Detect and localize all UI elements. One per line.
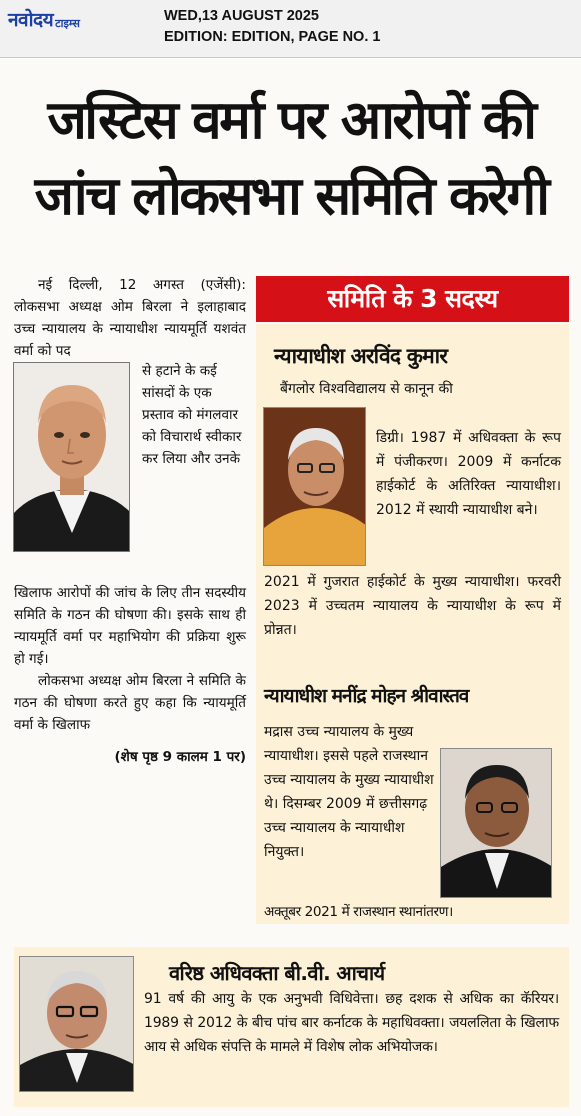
- committee-panel: [256, 324, 569, 924]
- newspaper-logo[interactable]: [8, 8, 80, 32]
- paragraph-2: लोकसभा अध्यक्ष ओम बिरला ने समिति के गठन की घोषणा करते हुए कहा कि न्यायमूर्ति वर्मा के खिलाफ: [14, 673, 246, 733]
- member-1-name: न्यायाधीश अरविंद कुमार: [274, 344, 448, 368]
- headline-line-2: जांच लोकसभा समिति करेगी: [34, 166, 548, 227]
- portrait-illustration: [14, 363, 130, 552]
- member-3-box: [14, 947, 569, 1107]
- member-1-bio-rest: 2021 में गुजरात हाईकोर्ट के मुख्य न्यायाधीश। फरवरी 2023 में उच्चतम न्यायालय के न्यायाधीश के रूप में प्रोन्नत।: [264, 574, 561, 638]
- member-1-bio-intro: बैंगलोर विश्वविद्यालय से कानून की: [280, 381, 453, 397]
- justice-verma-photo: [13, 362, 130, 552]
- paragraph-1-top: नई दिल्ली, 12 अगस्त (एजेंसी): लोकसभा अध्यक्ष ओम बिरला ने इलाहाबाद उच्च न्यायालय के न्यायाधीश न्यायमूर्ति यशवंत वर्मा को पद: [14, 277, 246, 359]
- paragraph-1-bottom: खिलाफ आरोपों की जांच के लिए तीन सदस्यीय समिति के गठन की घोषणा की। इसके साथ ही न्यायमूर्ति वर्मा पर महाभियोग की प्रक्रिया शुरू हो गई।: [14, 585, 246, 667]
- committee-banner: समिति के 3 सदस्य: [256, 276, 569, 322]
- masthead-bar: [0, 0, 581, 58]
- headline-line-1: जस्टिस वर्मा पर आरोपों की: [47, 90, 535, 151]
- brand-subname: टाइम्स: [55, 17, 80, 30]
- newspaper-page: [0, 59, 581, 1116]
- member-2-bio-rest: अक्तूबर 2021 में राजस्थान स्थानांतरण।: [264, 904, 453, 920]
- member-2-bio-intro: मद्रास उच्च न्यायालय के मुख्य: [264, 724, 414, 740]
- member-1-bio-wrap: डिग्री। 1987 में अधिवक्ता के रूप में पंजीकरण। 2009 में कर्नाटक हाईकोर्ट के अतिरिक्त न्यायाधीश। 2012 में स्थायी न्यायाधीश बने।: [376, 430, 561, 518]
- member-2-name: न्यायाधीश मनींद्र मोहन श्रीवास्तव: [264, 685, 469, 707]
- arvind-kumar-photo: [263, 407, 366, 566]
- member-3-name: वरिष्ठ अधिवक्ता बी.वी. आचार्य: [169, 961, 385, 985]
- article-body: [14, 274, 246, 768]
- edition-line: EDITION: EDITION, PAGE NO. 1: [164, 29, 381, 45]
- photo-wrap-zone: [14, 362, 246, 582]
- bv-acharya-photo: [19, 956, 134, 1092]
- manindra-mohan-shrivastava-photo: [440, 748, 552, 898]
- portrait-illustration: [264, 408, 366, 566]
- headline: [8, 83, 574, 235]
- brand-name: नवोदय: [8, 9, 54, 31]
- paragraph-1-wrap: से हटाने के कई सांसदों के एक प्रस्ताव को मंगलवार को विचारार्थ स्वीकार कर लिया और उनके: [142, 363, 242, 467]
- edition-info: [164, 6, 380, 48]
- continued-note[interactable]: (शेष पृष्ठ 9 कालम 1 पर): [114, 749, 246, 765]
- portrait-illustration: [441, 749, 552, 898]
- member-2-bio-wrap: न्यायाधीश। इससे पहले राजस्थान उच्च न्यायालय के मुख्य न्यायाधीश थे। दिसम्बर 2009 में छत्तीसगढ़ उच्च न्यायालय के न्यायाधीश नियुक्त।: [264, 748, 434, 860]
- member-3-bio: 91 वर्ष की आयु के एक अनुभवी विधिवेत्ता। छह दशक से अधिक का कॅरियर। 1989 से 2012 के बीच पांच बार कर्नाटक के महाधिवक्ता। जयललिता के खिलाफ आय से अधिक संपत्ति के मामले में विशेष लोक अभियोजक।: [144, 991, 559, 1055]
- date-line: WED,13 AUGUST 2025: [164, 8, 319, 24]
- portrait-illustration: [20, 957, 134, 1092]
